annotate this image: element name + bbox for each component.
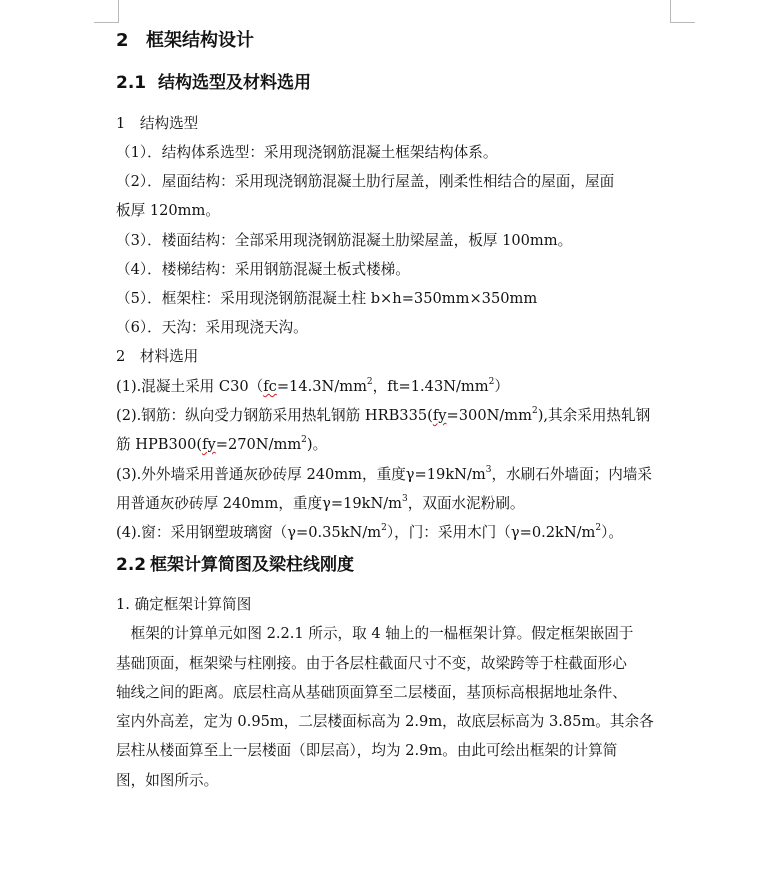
gamma-symbol: γ xyxy=(405,466,415,483)
text-run: ） xyxy=(494,378,509,395)
text-run: =270N/mm xyxy=(215,436,302,453)
text-run: ) xyxy=(537,407,544,424)
text-run: =0.2kN/m xyxy=(519,524,596,541)
gamma-symbol: γ xyxy=(322,495,331,512)
list-item-4: （4）．楼梯结构：采用钢筋混凝土板式楼梯。 xyxy=(116,261,410,278)
text-run: =0.35kN/m xyxy=(295,524,382,541)
text-run: ，ft=1.43N/mm xyxy=(372,378,489,395)
text-run: ）。 xyxy=(601,524,624,541)
text-run: ,其余采用热轧钢 xyxy=(543,407,651,424)
superscript: 2 xyxy=(381,523,387,534)
list-item-2: （2）．屋面结构：采用现浇钢筋混凝土肋行屋盖，刚柔性相结合的屋面，屋面 xyxy=(116,173,615,190)
chapter-heading xyxy=(116,31,254,51)
text-run: ），门：采用木门（ xyxy=(386,524,511,541)
list-item-6: （6）．天沟：采用现浇天沟。 xyxy=(116,319,308,336)
page-corner-mark-left xyxy=(94,0,119,23)
material-item-1 xyxy=(116,377,509,397)
subheading-frame-diagram: 1. 确定框架计算简图 xyxy=(116,596,252,613)
spell-flag-fy: fy xyxy=(202,436,216,453)
list-item-2-cont: 板厚 120mm。 xyxy=(116,202,220,219)
text-run: 筋 HPB300( xyxy=(116,436,203,453)
section-heading-2-1 xyxy=(116,73,311,93)
superscript: 2 xyxy=(488,377,495,388)
list-item-3: （3）．楼面结构：全部采用现浇钢筋混凝土肋梁屋盖，板厚 100mm。 xyxy=(116,232,573,249)
list-item-1: （1）．结构体系选型：采用现浇钢筋混凝土框架结构体系。 xyxy=(116,144,498,161)
superscript: 2 xyxy=(531,406,538,417)
text-run: =300N/mm xyxy=(446,407,532,424)
material-item-3-cont xyxy=(116,494,525,514)
section-title: 框架计算简图及梁柱线刚度 xyxy=(150,555,354,575)
list-item-5: （5）．框架柱：采用现浇钢筋混凝土柱 b×h=350mm×350mm xyxy=(116,290,538,307)
paragraph-line: 轴线之间的距离。底层柱高从基础顶面算至二层楼面，基顶标高根据地址条件、 xyxy=(116,684,627,701)
spell-flag-fy: fy xyxy=(432,407,447,424)
material-item-3 xyxy=(116,465,652,485)
superscript: 3 xyxy=(485,465,492,476)
material-item-4 xyxy=(116,523,623,543)
paragraph-line: 层柱从楼面算至上一层楼面（即层高），均为 2.9m。由此可绘出框架的计算简 xyxy=(116,742,618,759)
gamma-symbol: γ xyxy=(510,524,520,541)
superscript: 2 xyxy=(595,523,602,534)
superscript: 3 xyxy=(402,494,408,505)
text-run: ，双面水泥粉刷。 xyxy=(407,495,525,512)
text-run: 。 xyxy=(312,436,328,453)
material-item-2 xyxy=(116,406,650,426)
paragraph-line: 框架的计算单元如图 2.2.1 所示，取 4 轴上的一榀框架计算。假定框架嵌固于 xyxy=(116,625,634,642)
superscript: 2 xyxy=(301,435,307,446)
subheading-material-selection: 2 材料选用 xyxy=(116,348,199,365)
text-run: ) xyxy=(306,436,313,453)
section-title: 结构选型及材料选用 xyxy=(158,73,311,93)
chapter-number: 2 xyxy=(116,30,129,51)
gamma-symbol: γ xyxy=(287,524,296,541)
text-run: (1).混凝土采用 C30（ xyxy=(116,378,264,395)
section-number: 2.2 xyxy=(116,555,147,575)
paragraph-line: 图，如图所示。 xyxy=(116,772,219,789)
chapter-title: 框架结构设计 xyxy=(146,30,254,51)
text-run: =19kN/m xyxy=(330,495,403,512)
paragraph-line: 基础顶面，框架梁与柱刚接。由于各层柱截面尺寸不变，故梁跨等于柱截面形心 xyxy=(116,655,627,672)
text-run: (3).外外墙采用普通灰砂砖厚 240mm，重度 xyxy=(116,466,406,483)
material-item-2-cont xyxy=(116,435,327,455)
text-run: =19kN/m xyxy=(414,466,486,483)
text-run: ，水刷石外墙面；内墙采 xyxy=(491,466,652,483)
text-run: (4).窗：采用钢塑玻璃窗（ xyxy=(116,524,288,541)
text-run: (2).钢筋：纵向受力钢筋采用热轧钢筋 HRB335( xyxy=(116,407,433,424)
section-heading-2-2 xyxy=(116,555,354,575)
superscript: 2 xyxy=(366,377,373,388)
spell-flag-fc: fc xyxy=(263,378,277,395)
page-corner-mark-right xyxy=(670,0,695,23)
text-run: =14.3N/mm xyxy=(276,378,367,395)
text-run: 用普通灰砂砖厚 240mm，重度 xyxy=(116,495,323,512)
subheading-structure-selection: 1 结构选型 xyxy=(116,115,199,132)
paragraph-line: 室内外高差，定为 0.95m，二层楼面标高为 2.9m，故底层标高为 3.85m。其余各 xyxy=(116,713,654,730)
section-number: 2.1 xyxy=(116,73,147,93)
